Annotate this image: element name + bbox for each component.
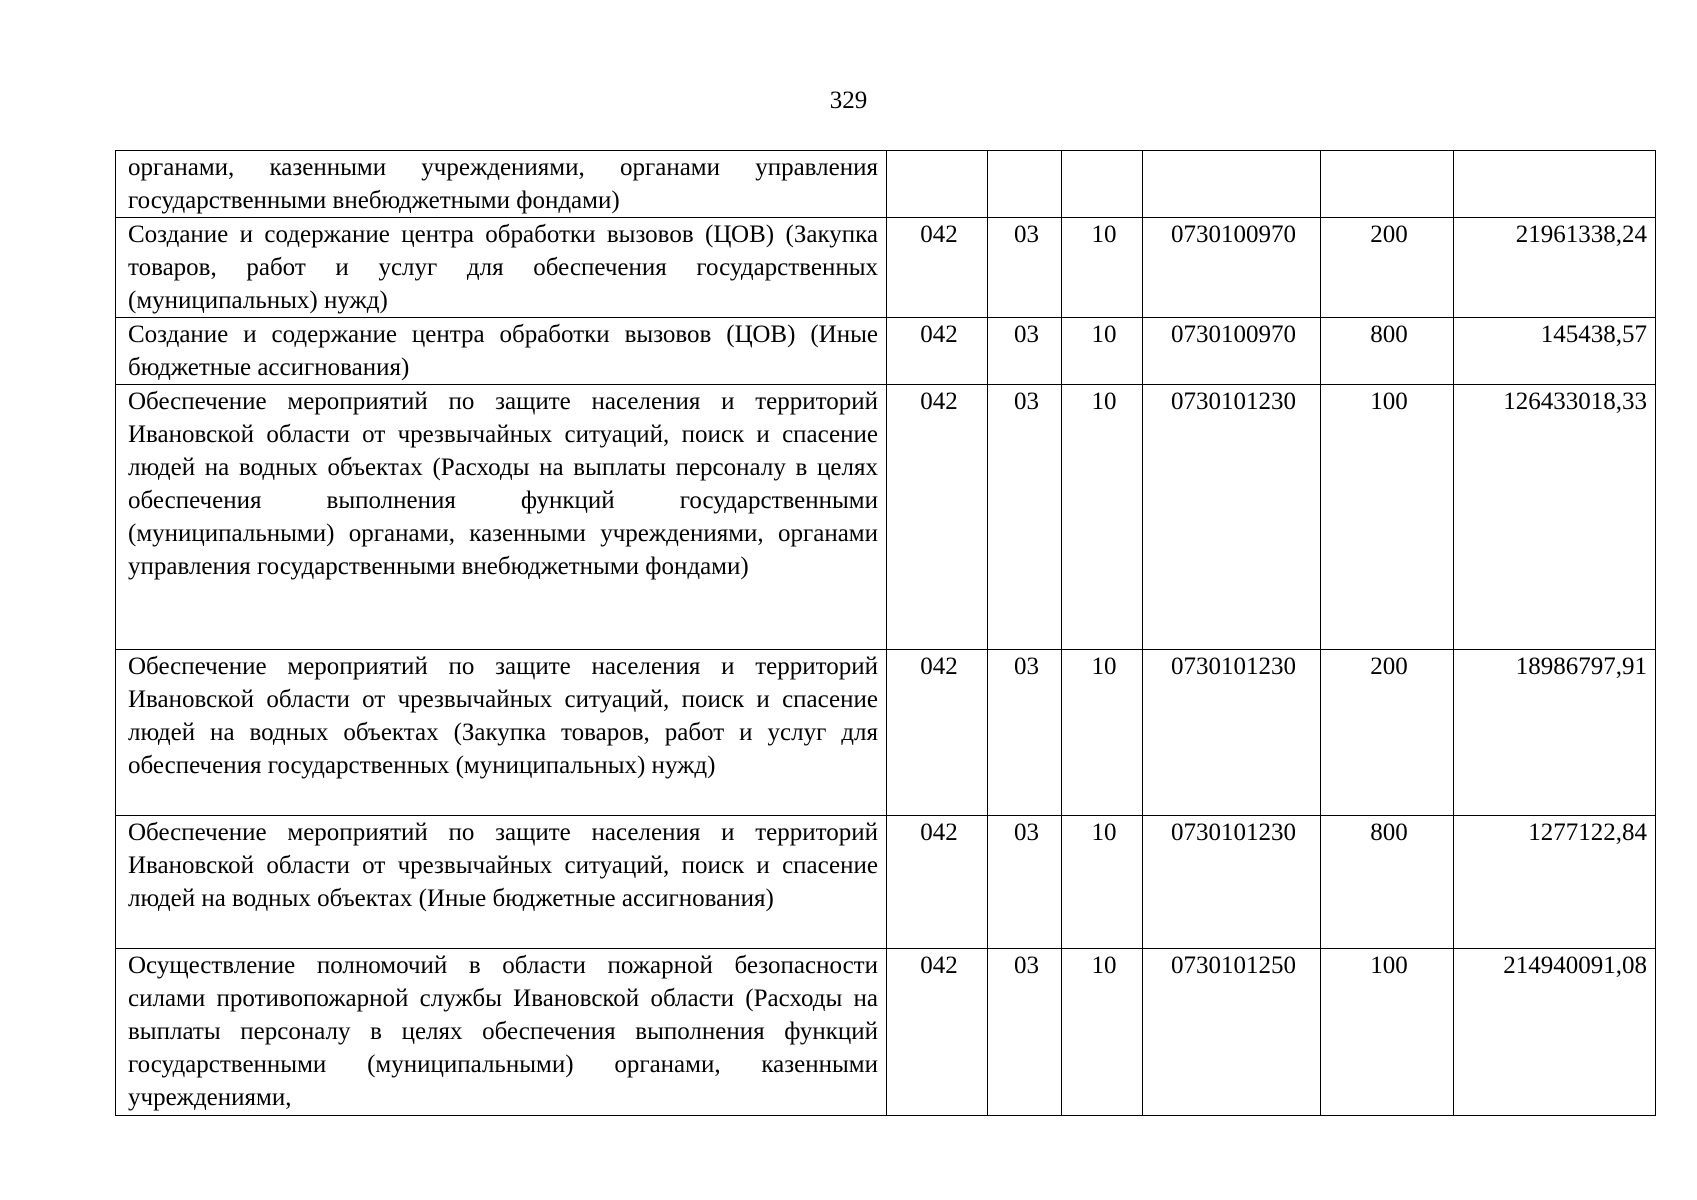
section-code: 03 xyxy=(988,318,1062,385)
page-number: 329 xyxy=(829,87,868,114)
ministry-code: 042 xyxy=(887,650,988,816)
table-row xyxy=(116,318,1656,385)
expense-description: Создание и содержание центра обработки вызовов (ЦОВ) (Закупка товаров, работ и услуг для обеспечения государственных (муниципальных) нужд) xyxy=(116,218,887,318)
table-row xyxy=(116,151,1656,218)
ministry-code xyxy=(887,151,988,218)
amount: 18986797,91 xyxy=(1454,650,1656,816)
target-article-code: 0730101230 xyxy=(1143,385,1321,650)
subsection-code xyxy=(1062,151,1143,218)
section-code xyxy=(988,151,1062,218)
subsection-code: 10 xyxy=(1062,218,1143,318)
expense-description: Обеспечение мероприятий по защите населения и территорий Ивановской области от чрезвычайных ситуаций, поиск и спасение людей на водных объектах (Иные бюджетные ассигнования) xyxy=(116,816,887,949)
amount: 145438,57 xyxy=(1454,318,1656,385)
target-article-code: 0730100970 xyxy=(1143,318,1321,385)
amount xyxy=(1454,151,1656,218)
section-code: 03 xyxy=(988,218,1062,318)
target-article-code: 0730101250 xyxy=(1143,949,1321,1116)
target-article-code: 0730100970 xyxy=(1143,218,1321,318)
target-article-code: 0730101230 xyxy=(1143,650,1321,816)
expense-type-code xyxy=(1321,151,1454,218)
expense-description: Обеспечение мероприятий по защите населения и территорий Ивановской области от чрезвычайных ситуаций, поиск и спасение людей на водных объектах (Закупка товаров, работ и услуг для обеспечения государственных (муниципальных) нужд) xyxy=(116,650,887,816)
expense-type-code: 200 xyxy=(1321,218,1454,318)
section-code: 03 xyxy=(988,385,1062,650)
expense-description: органами, казенными учреждениями, органами управления государственными внебюджетными фондами) xyxy=(116,151,887,218)
section-code: 03 xyxy=(988,816,1062,949)
subsection-code: 10 xyxy=(1062,949,1143,1116)
section-code: 03 xyxy=(988,650,1062,816)
table-row xyxy=(116,385,1656,650)
ministry-code: 042 xyxy=(887,949,988,1116)
expense-type-code: 100 xyxy=(1321,949,1454,1116)
expense-type-code: 100 xyxy=(1321,385,1454,650)
expense-description: Осуществление полномочий в области пожарной безопасности силами противопожарной службы Ивановской области (Расходы на выплаты персоналу в целях обеспечения выполнения функций государственными (муниципальными) органами, казенными учреждениями, xyxy=(116,949,887,1116)
subsection-code: 10 xyxy=(1062,650,1143,816)
amount: 21961338,24 xyxy=(1454,218,1656,318)
target-article-code: 0730101230 xyxy=(1143,816,1321,949)
expense-type-code: 200 xyxy=(1321,650,1454,816)
section-code: 03 xyxy=(988,949,1062,1116)
amount: 214940091,08 xyxy=(1454,949,1656,1116)
subsection-code: 10 xyxy=(1062,385,1143,650)
expense-type-code: 800 xyxy=(1321,816,1454,949)
ministry-code: 042 xyxy=(887,385,988,650)
table-row xyxy=(116,949,1656,1116)
amount: 1277122,84 xyxy=(1454,816,1656,949)
target-article-code xyxy=(1143,151,1321,218)
budget-table xyxy=(115,150,1656,1116)
table-row xyxy=(116,650,1656,816)
amount: 126433018,33 xyxy=(1454,385,1656,650)
expense-description: Создание и содержание центра обработки вызовов (ЦОВ) (Иные бюджетные ассигнования) xyxy=(116,318,887,385)
expense-type-code: 800 xyxy=(1321,318,1454,385)
subsection-code: 10 xyxy=(1062,816,1143,949)
expense-description: Обеспечение мероприятий по защите населения и территорий Ивановской области от чрезвычайных ситуаций, поиск и спасение людей на водных объектах (Расходы на выплаты персоналу в целях обеспечения выполнения функций государственными (муниципальными) органами, казенными учреждениями, органами управления государственными внебюджетными фондами) xyxy=(116,385,887,650)
subsection-code: 10 xyxy=(1062,318,1143,385)
table-row xyxy=(116,816,1656,949)
ministry-code: 042 xyxy=(887,816,988,949)
ministry-code: 042 xyxy=(887,318,988,385)
table-row xyxy=(116,218,1656,318)
ministry-code: 042 xyxy=(887,218,988,318)
